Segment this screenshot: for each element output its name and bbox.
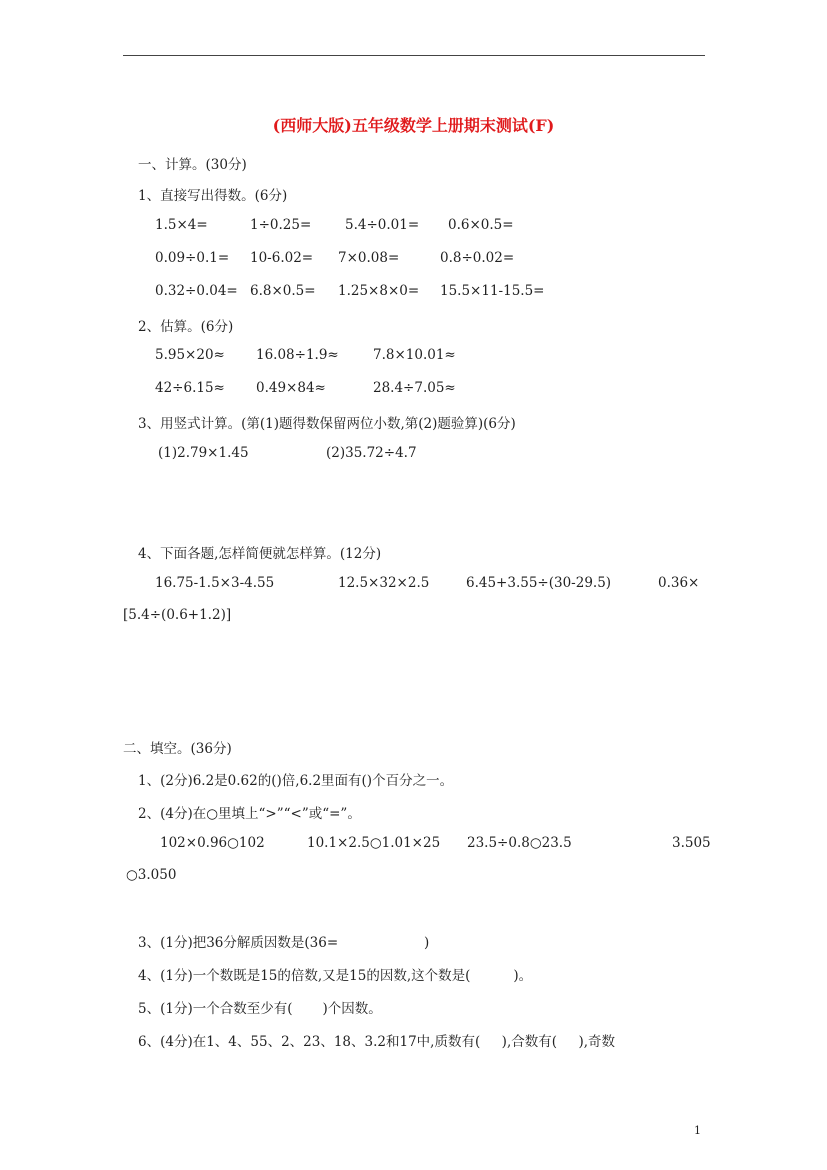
q2-label: 2、估算。(6分)	[138, 319, 234, 335]
fill-q2-item: 10.1×2.5○1.01×25	[307, 835, 441, 851]
q4-item: 6.45+3.55÷(30-29.5)	[466, 575, 612, 591]
q1-item: 15.5×11-15.5=	[440, 283, 545, 299]
fill-q2-item: 3.505	[672, 835, 711, 851]
fill-q5: 5、(1分)一个合数至少有( )个因数。	[138, 1001, 382, 1017]
fill-q2-item: 102×0.96○102	[160, 835, 265, 851]
q4-item: 16.75-1.5×3-4.55	[155, 575, 275, 591]
q1-item: 1.5×4=	[155, 217, 208, 233]
q2-item: 5.95×20≈	[155, 347, 225, 363]
q1-item: 6.8×0.5=	[250, 283, 316, 299]
q1-item: 5.4÷0.01=	[345, 217, 420, 233]
q1-item: 1÷0.25=	[250, 217, 312, 233]
q4-item: 0.36×	[658, 575, 700, 591]
fill-q2-item: 23.5÷0.8○23.5	[467, 835, 572, 851]
q3-item: (2)35.72÷4.7	[326, 445, 417, 461]
fill-q2-label: 2、(4分)在○里填上“>”“<”或“=”。	[138, 806, 361, 822]
q1-item: 1.25×8×0=	[338, 283, 420, 299]
page-number: 1	[694, 1124, 701, 1137]
q1-item: 0.6×0.5=	[448, 217, 514, 233]
q3-label: 3、用竖式计算。(第(1)题得数保留两位小数,第(2)题验算)(6分)	[138, 416, 516, 432]
q1-item: 10-6.02=	[250, 250, 314, 266]
q3-item: (1)2.79×1.45	[158, 445, 249, 461]
fill-q6: 6、(4分)在1、4、55、2、23、18、3.2和17中,质数有( ),合数有( ),奇数	[138, 1034, 616, 1050]
q1-item: 0.32÷0.04=	[155, 283, 238, 299]
header-rule	[123, 55, 705, 56]
q2-item: 0.49×84≈	[256, 380, 326, 396]
q1-item: 0.09÷0.1=	[155, 250, 230, 266]
q2-item: 42÷6.15≈	[155, 380, 225, 396]
fill-q1: 1、(2分)6.2是0.62的()倍,6.2里面有()个百分之一。	[138, 773, 454, 789]
q2-item: 7.8×10.01≈	[373, 347, 456, 363]
page-title: (西师大版)五年级数学上册期末测试(F)	[272, 116, 555, 135]
fill-q3: 3、(1分)把36分解质因数是(36= )	[138, 935, 430, 951]
fill-q4: 4、(1分)一个数既是15的倍数,又是15的因数,这个数是( )。	[138, 968, 533, 984]
section-2-heading: 二、填空。(36分)	[123, 741, 232, 757]
q2-item: 16.08÷1.9≈	[256, 347, 339, 363]
q2-item: 28.4÷7.05≈	[373, 380, 456, 396]
q1-item: 0.8÷0.02=	[440, 250, 515, 266]
section-1-heading: 一、计算。(30分)	[138, 157, 247, 173]
q1-item: 7×0.08=	[338, 250, 400, 266]
q1-label: 1、直接写出得数。(6分)	[138, 188, 288, 204]
q4-item: 12.5×32×2.5	[338, 575, 430, 591]
q4-item-continued: [5.4÷(0.6+1.2)]	[123, 607, 232, 623]
q4-label: 4、下面各题,怎样简便就怎样算。(12分)	[138, 546, 382, 562]
fill-q2-item-continued: ○3.050	[126, 867, 177, 883]
